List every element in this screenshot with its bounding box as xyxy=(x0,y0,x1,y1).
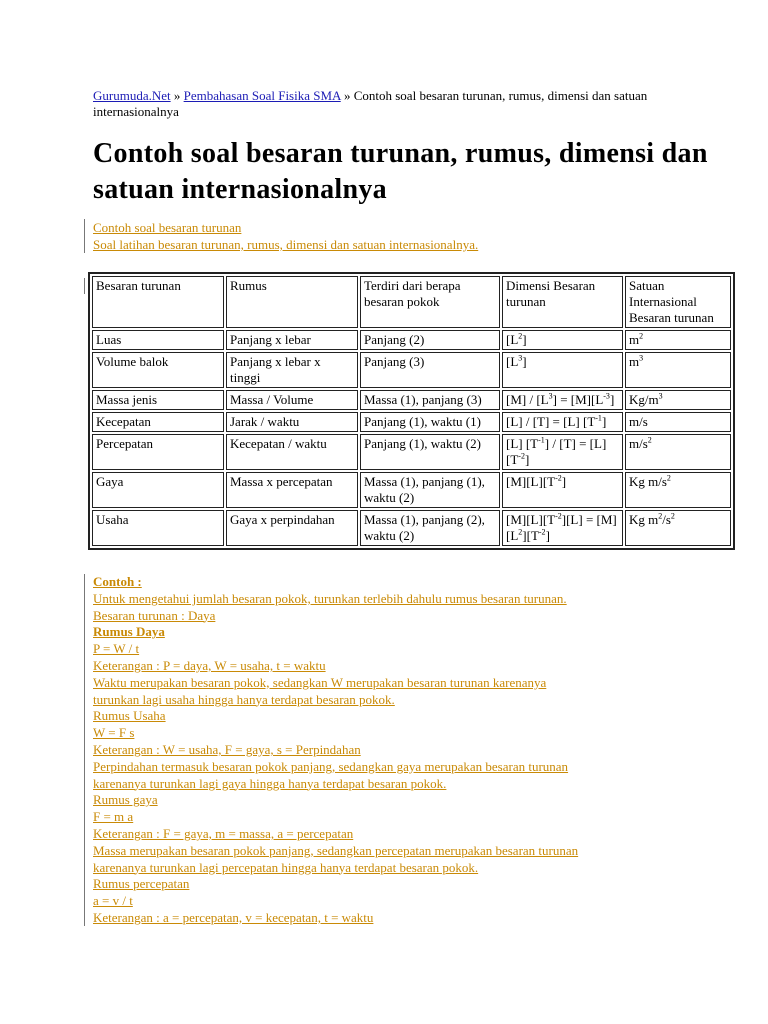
example-line: Waktu merupakan besaran pokok, sedangkan W merupakan besaran turunan karenanya xyxy=(93,674,547,690)
table-cell: Panjang x lebar xyxy=(226,330,358,350)
header-cell: Satuan Internasional Besaran turunan xyxy=(625,276,731,328)
example-line: Rumus percepatan xyxy=(93,876,190,892)
example-line: Untuk mengetahui jumlah besaran pokok, turunkan terlebih dahulu rumus besaran turunan. xyxy=(93,590,567,606)
example-line: Keterangan : a = percepatan, v = kecepatan, t = waktu xyxy=(93,909,374,925)
table-cell: $[M] / [L^3] = [M][L^{-3}]$ xyxy=(502,390,623,410)
table-cell: Percepatan xyxy=(92,434,224,470)
header-cell: Besaran turunan xyxy=(92,276,224,328)
table-body xyxy=(92,330,731,546)
example-line: W = F s xyxy=(93,725,135,741)
table-cell: Gaya x perpindahan xyxy=(226,510,358,546)
table-cell: [L] $[T^{-1}] / [T] = [L]$ $[T^{-2}]$ xyxy=(502,434,623,470)
breadcrumb-home-link[interactable]: Gurumuda.Net xyxy=(93,88,171,103)
example-line: karenanya turunkan lagi gaya hingga hanya terdapat besaran pokok. xyxy=(93,775,447,791)
table-cell: Massa (1), panjang (1), waktu (2) xyxy=(360,472,500,508)
table-cell: $Kg/m^3$ xyxy=(625,390,731,410)
example-line: Rumus Daya xyxy=(93,624,165,640)
table-row xyxy=(92,352,731,388)
table-header-row xyxy=(92,276,731,328)
table-row xyxy=(92,330,731,350)
intro-link-contoh-soal[interactable]: Contoh soal besaran turunan xyxy=(93,220,242,235)
table-cell: $m/s^2$ xyxy=(625,434,731,470)
breadcrumb-category-link[interactable]: Pembahasan Soal Fisika SMA xyxy=(183,88,341,103)
example-line: F = m a xyxy=(93,809,134,825)
header-cell: Rumus xyxy=(226,276,358,328)
table-cell: $m^2$ xyxy=(625,330,731,350)
example-line: turunkan lagi usaha hingga hanya terdapat besaran pokok. xyxy=(93,691,395,707)
table-cell: Kg $m/s^2$ xyxy=(625,472,731,508)
table-cell: Massa x percepatan xyxy=(226,472,358,508)
table-cell: Kecepatan xyxy=(92,412,224,432)
table-cell: Massa (1), panjang (3) xyxy=(360,390,500,410)
breadcrumb-current: Contoh soal besaran turunan, rumus, dimensi dan satuan internasionalnya xyxy=(93,88,648,119)
table-cell: Massa / Volume xyxy=(226,390,358,410)
table-cell: $[L^3]$ xyxy=(502,352,623,388)
example-line: karenanya turunkan lagi percepatan hingga hanya terdapat besaran pokok. xyxy=(93,859,479,875)
table-cell: $m^3$ xyxy=(625,352,731,388)
page-title: Contoh soal besaran turunan, rumus, dimensi dan satuan internasionalnya xyxy=(93,138,708,205)
table-cell: Volume balok xyxy=(92,352,224,388)
table-row xyxy=(92,472,731,508)
table-cell: Massa jenis xyxy=(92,390,224,410)
example-line: Besaran turunan : Daya xyxy=(93,607,216,623)
table-cell: Kecepatan / waktu xyxy=(226,434,358,470)
intro-links xyxy=(84,219,733,253)
breadcrumb-separator: » xyxy=(170,88,184,103)
example-line: Rumus gaya xyxy=(93,792,158,808)
table-cell: Panjang (3) xyxy=(360,352,500,388)
table-marker xyxy=(84,278,85,294)
example-line: Contoh : xyxy=(93,574,142,589)
table-row xyxy=(92,510,731,546)
example-line: P = W / t xyxy=(93,641,140,657)
table-cell: Luas xyxy=(92,330,224,350)
example-section xyxy=(84,574,733,926)
example-line: a = v / t xyxy=(93,893,133,909)
table-cell: m/s xyxy=(625,412,731,432)
table-cell: $[M][L][T^{-2}][L] = [M][L^2][T^{-2}]$ xyxy=(502,510,623,546)
table-row xyxy=(92,434,731,470)
table-cell: Jarak / waktu xyxy=(226,412,358,432)
table-cell: Panjang x lebar x tinggi xyxy=(226,352,358,388)
example-line: Massa merupakan besaran pokok panjang, sedangkan percepatan merupakan besaran turunan xyxy=(93,842,579,858)
example-line: Keterangan : W = usaha, F = gaya, s = Perpindahan xyxy=(93,741,361,757)
table-cell: Massa (1), panjang (2), waktu (2) xyxy=(360,510,500,546)
intro-link-soal-latihan[interactable]: Soal latihan besaran turunan, rumus, dimensi dan satuan internasionalnya. xyxy=(93,237,479,252)
header-cell: Terdiri dari berapa besaran pokok xyxy=(360,276,500,328)
table-cell: Usaha xyxy=(92,510,224,546)
example-line: Keterangan : F = gaya, m = massa, a = percepatan xyxy=(93,825,354,841)
table-cell: $[L^2]$ xyxy=(502,330,623,350)
example-line: Perpindahan termasuk besaran pokok panjang, sedangkan gaya merupakan besaran turunan xyxy=(93,758,569,774)
table-cell: Panjang (2) xyxy=(360,330,500,350)
derived-quantities-table xyxy=(88,272,735,550)
example-line: Rumus Usaha xyxy=(93,708,166,724)
table-cell: Gaya xyxy=(92,472,224,508)
table-cell: [L] / [T] = [L] $[T^{-1}]$ xyxy=(502,412,623,432)
table-row xyxy=(92,390,731,410)
example-line: Keterangan : P = daya, W = usaha, t = waktu xyxy=(93,657,326,673)
table-cell: $[M][L][T^{-2}]$ xyxy=(502,472,623,508)
breadcrumb xyxy=(93,88,693,120)
table-cell: Panjang (1), waktu (2) xyxy=(360,434,500,470)
table-cell: Panjang (1), waktu (1) xyxy=(360,412,500,432)
header-cell: Dimensi Besaran turunan xyxy=(502,276,623,328)
table-row xyxy=(92,412,731,432)
table-cell: Kg $m^2/s^2$ xyxy=(625,510,731,546)
breadcrumb-separator: » xyxy=(340,88,354,103)
